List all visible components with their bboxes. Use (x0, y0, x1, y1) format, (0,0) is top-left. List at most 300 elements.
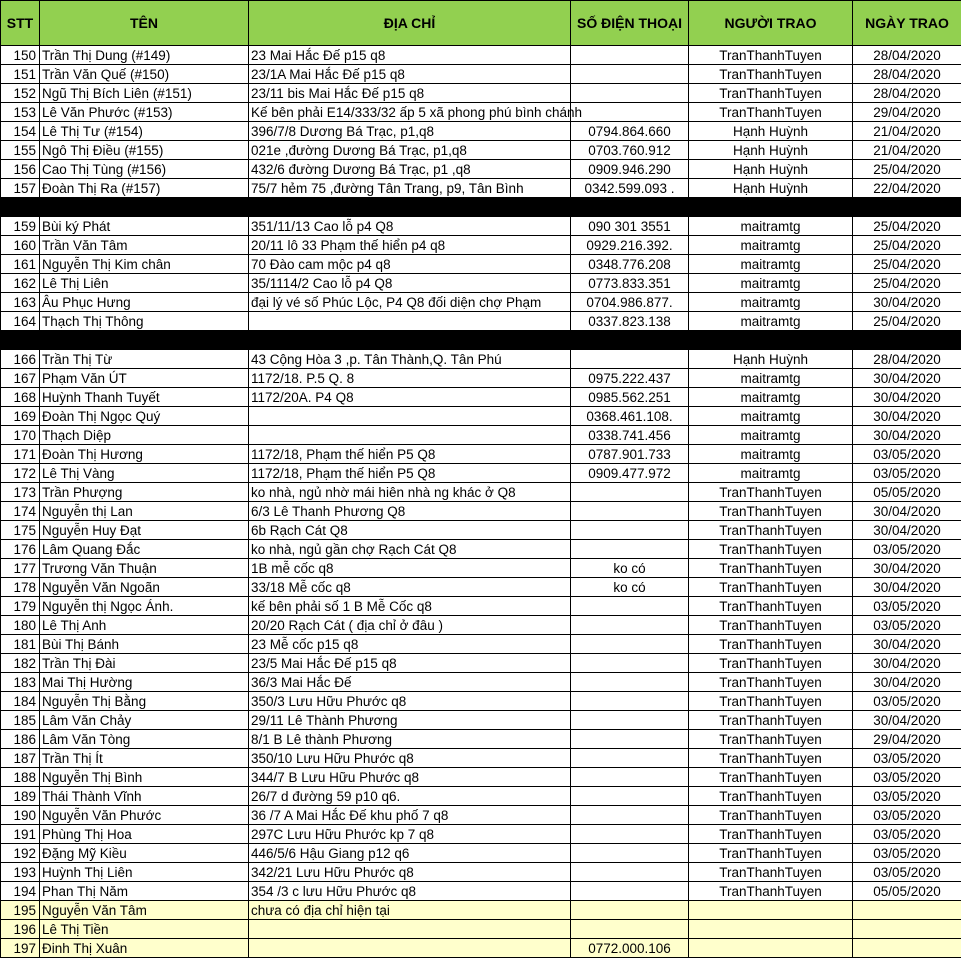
cell-phone[interactable] (571, 673, 689, 692)
cell-address[interactable]: 23 Mai Hắc Đế p15 q8 (249, 46, 571, 65)
cell-date[interactable]: 03/05/2020 (853, 692, 961, 711)
cell-name[interactable]: Thái Thành Vĩnh (40, 787, 249, 806)
cell-name[interactable]: Huỳnh Thị Liên (40, 863, 249, 882)
cell-giver[interactable]: TranThanhTuyen (689, 863, 853, 882)
cell-date[interactable]: 25/04/2020 (853, 274, 961, 293)
cell-phone[interactable]: 0787.901.733 (571, 445, 689, 464)
cell-date[interactable]: 22/04/2020 (853, 179, 961, 198)
cell-phone[interactable] (571, 46, 689, 65)
cell-address[interactable]: 20/11 lô 33 Phạm thế hiển p4 q8 (249, 236, 571, 255)
cell-stt[interactable]: 184 (1, 692, 40, 711)
cell-date[interactable]: 03/05/2020 (853, 825, 961, 844)
cell-giver[interactable]: TranThanhTuyen (689, 597, 853, 616)
header-giver[interactable]: NGƯỜI TRAO (689, 1, 853, 46)
cell-stt[interactable]: 192 (1, 844, 40, 863)
cell-phone[interactable] (571, 882, 689, 901)
cell-stt[interactable]: 182 (1, 654, 40, 673)
cell-date[interactable]: 03/05/2020 (853, 540, 961, 559)
cell-name[interactable]: Trần Phượng (40, 483, 249, 502)
cell-giver[interactable]: TranThanhTuyen (689, 787, 853, 806)
cell-address[interactable]: 021e ,đường Dương Bá Trạc, p1,q8 (249, 141, 571, 160)
cell-name[interactable]: Lê Thị Tư (#154) (40, 122, 249, 141)
cell-phone[interactable] (571, 502, 689, 521)
cell-stt[interactable]: 159 (1, 217, 40, 236)
cell-stt[interactable]: 187 (1, 749, 40, 768)
cell-name[interactable]: Bùi Thị Bánh (40, 635, 249, 654)
cell-address[interactable]: 23/11 bis Mai Hắc Đế p15 q8 (249, 84, 571, 103)
cell-date[interactable]: 30/04/2020 (853, 388, 961, 407)
cell-address[interactable]: 36 /7 A Mai Hắc Đế khu phố 7 q8 (249, 806, 571, 825)
cell-address[interactable]: 29/11 Lê Thành Phương (249, 711, 571, 730)
cell-address[interactable]: 1B mễ cốc q8 (249, 559, 571, 578)
table-row (1, 578, 961, 597)
cell-address[interactable]: 6b Rạch Cát Q8 (249, 521, 571, 540)
cell-date[interactable]: 30/04/2020 (853, 369, 961, 388)
cell-giver[interactable]: TranThanhTuyen (689, 578, 853, 597)
cell-phone[interactable]: 0338.741.456 (571, 426, 689, 445)
cell-name[interactable]: Đinh Thị Xuân (40, 939, 249, 958)
table-row (1, 350, 961, 369)
cell-stt[interactable]: 170 (1, 426, 40, 445)
cell-name[interactable]: Trương Văn Thuận (40, 559, 249, 578)
cell-address[interactable]: 1172/18. P.5 Q. 8 (249, 369, 571, 388)
cell-date[interactable] (853, 920, 961, 939)
cell-phone[interactable] (571, 825, 689, 844)
cell-name[interactable]: Lê Thị Vàng (40, 464, 249, 483)
cell-name[interactable]: Lê Thị Liên (40, 274, 249, 293)
table-row (1, 274, 961, 293)
cell-address[interactable]: 33/18 Mễ cốc q8 (249, 578, 571, 597)
cell-address[interactable]: kế bên phải số 1 B Mễ Cốc q8 (249, 597, 571, 616)
cell-phone[interactable] (571, 350, 689, 369)
cell-name[interactable]: Đặng Mỹ Kiều (40, 844, 249, 863)
cell-giver[interactable]: TranThanhTuyen (689, 730, 853, 749)
cell-name[interactable]: Ngô Thị Điều (#155) (40, 141, 249, 160)
cell-stt[interactable]: 178 (1, 578, 40, 597)
cell-name[interactable]: Lâm Văn Tòng (40, 730, 249, 749)
cell-giver[interactable]: maitramtg (689, 464, 853, 483)
cell-address[interactable]: 350/10 Lưu Hữu Phước q8 (249, 749, 571, 768)
cell-date[interactable]: 30/04/2020 (853, 578, 961, 597)
cell-date[interactable]: 30/04/2020 (853, 635, 961, 654)
cell-date[interactable]: 05/05/2020 (853, 483, 961, 502)
cell-stt[interactable]: 169 (1, 407, 40, 426)
cell-stt[interactable]: 195 (1, 901, 40, 920)
cell-address[interactable]: 70 Đào cam mộc p4 q8 (249, 255, 571, 274)
cell-phone[interactable] (571, 711, 689, 730)
cell-giver[interactable] (689, 901, 853, 920)
table-row (1, 141, 961, 160)
cell-giver[interactable]: TranThanhTuyen (689, 65, 853, 84)
cell-phone[interactable] (571, 692, 689, 711)
cell-name[interactable]: Lê Thị Tiền (40, 920, 249, 939)
cell-address[interactable]: 23/5 Mai Hắc Đế p15 q8 (249, 654, 571, 673)
table-row (1, 540, 961, 559)
cell-name[interactable]: Âu Phục Hưng (40, 293, 249, 312)
cell-address[interactable]: 26/7 d đường 59 p10 q6. (249, 787, 571, 806)
cell-giver[interactable]: Hạnh Huỳnh (689, 141, 853, 160)
cell-phone[interactable]: 0909.946.290 (571, 160, 689, 179)
cell-giver[interactable]: maitramtg (689, 293, 853, 312)
table-row (1, 407, 961, 426)
cell-giver[interactable]: maitramtg (689, 274, 853, 293)
cell-date[interactable]: 03/05/2020 (853, 597, 961, 616)
cell-address[interactable]: 6/3 Lê Thanh Phương Q8 (249, 502, 571, 521)
cell-giver[interactable]: maitramtg (689, 236, 853, 255)
cell-stt[interactable]: 191 (1, 825, 40, 844)
cell-phone[interactable]: 0342.599.093 . (571, 179, 689, 198)
cell-address[interactable] (249, 312, 571, 331)
cell-name[interactable]: Nguyễn Thị Kim chân (40, 255, 249, 274)
cell-giver[interactable]: TranThanhTuyen (689, 711, 853, 730)
cell-giver[interactable]: Hạnh Huỳnh (689, 160, 853, 179)
cell-date[interactable]: 03/05/2020 (853, 806, 961, 825)
cell-phone[interactable] (571, 616, 689, 635)
cell-phone[interactable]: 0703.760.912 (571, 141, 689, 160)
cell-stt[interactable]: 194 (1, 882, 40, 901)
cell-phone[interactable] (571, 749, 689, 768)
table-row (1, 635, 961, 654)
table-row (1, 768, 961, 787)
cell-stt[interactable]: 181 (1, 635, 40, 654)
cell-stt[interactable]: 157 (1, 179, 40, 198)
cell-stt[interactable]: 153 (1, 103, 40, 122)
cell-phone[interactable] (571, 768, 689, 787)
cell-giver[interactable]: TranThanhTuyen (689, 616, 853, 635)
cell-date[interactable]: 30/04/2020 (853, 711, 961, 730)
cell-address[interactable] (249, 426, 571, 445)
cell-date[interactable]: 03/05/2020 (853, 616, 961, 635)
cell-stt[interactable]: 185 (1, 711, 40, 730)
cell-name[interactable]: Trần Thị Đài (40, 654, 249, 673)
cell-giver[interactable]: TranThanhTuyen (689, 84, 853, 103)
table-row (1, 426, 961, 445)
cell-date[interactable]: 29/04/2020 (853, 103, 961, 122)
cell-name[interactable]: Phùng Thị Hoa (40, 825, 249, 844)
cell-address[interactable]: đại lý vé số Phúc Lộc, P4 Q8 đối diện chợ Phạm (249, 293, 571, 312)
cell-date[interactable]: 30/04/2020 (853, 407, 961, 426)
header-stt[interactable]: STT (1, 1, 40, 46)
cell-stt[interactable]: 163 (1, 293, 40, 312)
cell-stt[interactable]: 186 (1, 730, 40, 749)
cell-date[interactable]: 25/04/2020 (853, 312, 961, 331)
cell-date[interactable]: 25/04/2020 (853, 255, 961, 274)
section-separator-row (1, 198, 961, 217)
cell-phone[interactable]: 090 301 3551 (571, 217, 689, 236)
cell-address[interactable]: 1172/18, Phạm thế hiển P5 Q8 (249, 464, 571, 483)
cell-date[interactable]: 03/05/2020 (853, 863, 961, 882)
cell-giver[interactable]: TranThanhTuyen (689, 806, 853, 825)
cell-address[interactable]: 8/1 B Lê thành Phương (249, 730, 571, 749)
cell-phone[interactable] (571, 65, 689, 84)
cell-phone[interactable] (571, 521, 689, 540)
cell-giver[interactable]: TranThanhTuyen (689, 749, 853, 768)
cell-name[interactable]: Nguyễn thị Ngọc Ánh. (40, 597, 249, 616)
cell-name[interactable]: Phạm Văn ÚT (40, 369, 249, 388)
cell-name[interactable]: Nguyễn Thị Bình (40, 768, 249, 787)
cell-name[interactable]: Trần Văn Quế (#150) (40, 65, 249, 84)
cell-name[interactable]: Lê Văn Phước (#153) (40, 103, 249, 122)
cell-giver[interactable]: TranThanhTuyen (689, 46, 853, 65)
cell-name[interactable]: Phan Thị Năm (40, 882, 249, 901)
cell-giver[interactable]: TranThanhTuyen (689, 540, 853, 559)
cell-stt[interactable]: 173 (1, 483, 40, 502)
cell-name[interactable]: Nguyễn Văn Tâm (40, 901, 249, 920)
cell-name[interactable]: Ngũ Thị Bích Liên (#151) (40, 84, 249, 103)
cell-stt[interactable]: 150 (1, 46, 40, 65)
cell-stt[interactable]: 179 (1, 597, 40, 616)
cell-phone[interactable]: 0929.216.392. (571, 236, 689, 255)
cell-address[interactable]: 43 Cộng Hòa 3 ,p. Tân Thành,Q. Tân Phú (249, 350, 571, 369)
cell-name[interactable]: Nguyễn Văn Phước (40, 806, 249, 825)
cell-stt[interactable]: 162 (1, 274, 40, 293)
cell-address[interactable]: 23 Mễ cốc p15 q8 (249, 635, 571, 654)
cell-address[interactable] (249, 407, 571, 426)
cell-stt[interactable]: 180 (1, 616, 40, 635)
cell-stt[interactable]: 190 (1, 806, 40, 825)
header-name[interactable]: TÊN (40, 1, 249, 46)
cell-giver[interactable]: maitramtg (689, 312, 853, 331)
cell-address[interactable]: Kế bên phải E14/333/32 ấp 5 xã phong phú bình chánh (249, 103, 571, 122)
cell-date[interactable]: 25/04/2020 (853, 236, 961, 255)
cell-name[interactable]: Thạch Diệp (40, 426, 249, 445)
cell-address[interactable]: 20/20 Rạch Cát ( địa chỉ ở đâu ) (249, 616, 571, 635)
cell-stt[interactable]: 166 (1, 350, 40, 369)
cell-address[interactable]: 344/7 B Lưu Hữu Phước q8 (249, 768, 571, 787)
cell-address[interactable]: 23/1A Mai Hắc Đế p15 q8 (249, 65, 571, 84)
cell-stt[interactable]: 164 (1, 312, 40, 331)
cell-name[interactable]: Cao Thị Tùng (#156) (40, 160, 249, 179)
cell-phone[interactable] (571, 844, 689, 863)
cell-name[interactable]: Trần Thị Dung (#149) (40, 46, 249, 65)
cell-date[interactable]: 30/04/2020 (853, 673, 961, 692)
cell-phone[interactable] (571, 654, 689, 673)
section-separator-row (1, 331, 961, 350)
cell-name[interactable]: Nguyễn Thị Bằng (40, 692, 249, 711)
cell-date[interactable]: 03/05/2020 (853, 844, 961, 863)
cell-stt[interactable]: 172 (1, 464, 40, 483)
table-row (1, 179, 961, 198)
cell-giver[interactable]: TranThanhTuyen (689, 882, 853, 901)
cell-date[interactable]: 29/04/2020 (853, 730, 961, 749)
cell-address[interactable]: 350/3 Lưu Hữu Phước q8 (249, 692, 571, 711)
cell-address[interactable]: 432/6 đường Dương Bá Trạc, p1 ,q8 (249, 160, 571, 179)
cell-name[interactable]: Lâm Văn Chảy (40, 711, 249, 730)
cell-phone[interactable] (571, 920, 689, 939)
cell-stt[interactable]: 183 (1, 673, 40, 692)
cell-phone[interactable] (571, 540, 689, 559)
cell-address[interactable]: 446/5/6 Hậu Giang p12 q6 (249, 844, 571, 863)
cell-address[interactable]: chưa có địa chỉ hiện tại (249, 901, 571, 920)
cell-giver[interactable] (689, 920, 853, 939)
cell-date[interactable]: 30/04/2020 (853, 559, 961, 578)
cell-stt[interactable]: 174 (1, 502, 40, 521)
cell-stt[interactable]: 168 (1, 388, 40, 407)
cell-date[interactable]: 30/04/2020 (853, 654, 961, 673)
cell-phone[interactable] (571, 806, 689, 825)
cell-name[interactable]: Lê Thị Anh (40, 616, 249, 635)
cell-name[interactable]: Nguyễn thị Lan (40, 502, 249, 521)
cell-phone[interactable]: 0794.864.660 (571, 122, 689, 141)
cell-phone[interactable] (571, 84, 689, 103)
cell-giver[interactable]: maitramtg (689, 407, 853, 426)
header-date[interactable]: NGÀY TRAO (853, 1, 961, 46)
cell-date[interactable]: 30/04/2020 (853, 521, 961, 540)
cell-name[interactable]: Đoàn Thị Hương (40, 445, 249, 464)
cell-giver[interactable]: maitramtg (689, 255, 853, 274)
cell-phone[interactable] (571, 597, 689, 616)
cell-phone[interactable] (571, 635, 689, 654)
cell-address[interactable] (249, 920, 571, 939)
cell-date[interactable]: 25/04/2020 (853, 217, 961, 236)
table-row (1, 654, 961, 673)
cell-giver[interactable]: TranThanhTuyen (689, 521, 853, 540)
cell-phone[interactable]: 0975.222.437 (571, 369, 689, 388)
cell-date[interactable]: 30/04/2020 (853, 426, 961, 445)
cell-stt[interactable]: 196 (1, 920, 40, 939)
cell-name[interactable]: Bùi ký Phát (40, 217, 249, 236)
cell-phone[interactable] (571, 901, 689, 920)
cell-phone[interactable] (571, 863, 689, 882)
cell-name[interactable]: Đoàn Thị Ngọc Quý (40, 407, 249, 426)
cell-stt[interactable]: 156 (1, 160, 40, 179)
cell-address[interactable]: ko nhà, ngủ gần chợ Rạch Cát Q8 (249, 540, 571, 559)
cell-stt[interactable]: 152 (1, 84, 40, 103)
cell-stt[interactable]: 175 (1, 521, 40, 540)
cell-phone[interactable] (571, 103, 689, 122)
cell-giver[interactable]: TranThanhTuyen (689, 673, 853, 692)
cell-name[interactable]: Huỳnh Thanh Tuyết (40, 388, 249, 407)
cell-date[interactable]: 03/05/2020 (853, 464, 961, 483)
cell-stt[interactable]: 155 (1, 141, 40, 160)
cell-stt[interactable]: 189 (1, 787, 40, 806)
cell-giver[interactable]: maitramtg (689, 426, 853, 445)
cell-giver[interactable]: Hạnh Huỳnh (689, 122, 853, 141)
cell-address[interactable]: 297C Lưu Hữu Phước kp 7 q8 (249, 825, 571, 844)
cell-stt[interactable]: 151 (1, 65, 40, 84)
cell-phone[interactable] (571, 483, 689, 502)
cell-giver[interactable]: TranThanhTuyen (689, 559, 853, 578)
cell-stt[interactable]: 154 (1, 122, 40, 141)
cell-address[interactable]: 1172/20A. P4 Q8 (249, 388, 571, 407)
cell-address[interactable]: ko nhà, ngủ nhờ mái hiên nhà ng khác ở Q8 (249, 483, 571, 502)
cell-phone[interactable]: ko có (571, 578, 689, 597)
cell-phone[interactable]: ko có (571, 559, 689, 578)
cell-giver[interactable]: TranThanhTuyen (689, 692, 853, 711)
cell-giver[interactable]: TranThanhTuyen (689, 768, 853, 787)
cell-phone[interactable]: 0773.833.351 (571, 274, 689, 293)
cell-address[interactable]: 36/3 Mai Hắc Đế (249, 673, 571, 692)
cell-giver[interactable]: maitramtg (689, 217, 853, 236)
cell-phone[interactable] (571, 730, 689, 749)
cell-date[interactable]: 25/04/2020 (853, 160, 961, 179)
header-address[interactable]: ĐỊA CHỈ (249, 1, 571, 46)
cell-date[interactable]: 28/04/2020 (853, 84, 961, 103)
cell-stt[interactable]: 161 (1, 255, 40, 274)
cell-date[interactable]: 30/04/2020 (853, 293, 961, 312)
cell-phone[interactable]: 0368.461.108. (571, 407, 689, 426)
cell-address[interactable]: 75/7 hẻm 75 ,đường Tân Trang, p9, Tân Bình (249, 179, 571, 198)
cell-date[interactable]: 03/05/2020 (853, 749, 961, 768)
cell-giver[interactable] (689, 939, 853, 958)
cell-name[interactable]: Lâm Quang Đắc (40, 540, 249, 559)
table-row (1, 160, 961, 179)
cell-stt[interactable]: 171 (1, 445, 40, 464)
cell-stt[interactable]: 167 (1, 369, 40, 388)
cell-date[interactable]: 21/04/2020 (853, 122, 961, 141)
cell-date[interactable]: 03/05/2020 (853, 768, 961, 787)
cell-name[interactable]: Thạch Thị Thông (40, 312, 249, 331)
cell-date[interactable]: 05/05/2020 (853, 882, 961, 901)
cell-address[interactable]: 35/1114/2 Cao lỗ p4 Q8 (249, 274, 571, 293)
table-row (1, 806, 961, 825)
cell-name[interactable]: Trần Thị Ít (40, 749, 249, 768)
cell-giver[interactable]: maitramtg (689, 388, 853, 407)
cell-stt[interactable]: 176 (1, 540, 40, 559)
cell-stt[interactable]: 193 (1, 863, 40, 882)
cell-phone[interactable]: 0337.823.138 (571, 312, 689, 331)
cell-date[interactable] (853, 901, 961, 920)
cell-name[interactable]: Nguyễn Huy Đạt (40, 521, 249, 540)
table-row (1, 597, 961, 616)
cell-giver[interactable]: TranThanhTuyen (689, 103, 853, 122)
cell-phone[interactable] (571, 787, 689, 806)
cell-address[interactable]: 354 /3 c lưu Hữu Phước q8 (249, 882, 571, 901)
cell-giver[interactable]: maitramtg (689, 445, 853, 464)
cell-stt[interactable]: 177 (1, 559, 40, 578)
cell-phone[interactable]: 0772.000.106 (571, 939, 689, 958)
cell-phone[interactable]: 0348.776.208 (571, 255, 689, 274)
cell-date[interactable]: 21/04/2020 (853, 141, 961, 160)
cell-address[interactable]: 342/21 Lưu Hữu Phước q8 (249, 863, 571, 882)
table-row (1, 559, 961, 578)
cell-giver[interactable]: TranThanhTuyen (689, 635, 853, 654)
cell-giver[interactable]: Hạnh Huỳnh (689, 179, 853, 198)
header-phone[interactable]: SỐ ĐIỆN THOẠI (571, 1, 689, 46)
cell-giver[interactable]: TranThanhTuyen (689, 502, 853, 521)
cell-date[interactable]: 03/05/2020 (853, 787, 961, 806)
cell-stt[interactable]: 197 (1, 939, 40, 958)
cell-name[interactable]: Trần Văn Tâm (40, 236, 249, 255)
cell-phone[interactable]: 0909.477.972 (571, 464, 689, 483)
cell-date[interactable]: 28/04/2020 (853, 46, 961, 65)
table-row (1, 939, 961, 958)
cell-phone[interactable]: 0985.562.251 (571, 388, 689, 407)
cell-name[interactable]: Đoàn Thị Ra (#157) (40, 179, 249, 198)
cell-name[interactable]: Mai Thị Hường (40, 673, 249, 692)
cell-stt[interactable]: 160 (1, 236, 40, 255)
cell-giver[interactable]: TranThanhTuyen (689, 844, 853, 863)
cell-giver[interactable]: TranThanhTuyen (689, 654, 853, 673)
cell-date[interactable]: 30/04/2020 (853, 502, 961, 521)
cell-date[interactable] (853, 939, 961, 958)
cell-address[interactable]: 351/11/13 Cao lỗ p4 Q8 (249, 217, 571, 236)
cell-address[interactable]: 396/7/8 Dương Bá Trạc, p1,q8 (249, 122, 571, 141)
cell-giver[interactable]: TranThanhTuyen (689, 825, 853, 844)
cell-giver[interactable]: Hạnh Huỳnh (689, 350, 853, 369)
cell-date[interactable]: 28/04/2020 (853, 65, 961, 84)
cell-name[interactable]: Trần Thị Từ (40, 350, 249, 369)
cell-address[interactable] (249, 939, 571, 958)
cell-name[interactable]: Nguyễn Văn Ngoãn (40, 578, 249, 597)
cell-giver[interactable]: TranThanhTuyen (689, 483, 853, 502)
cell-phone[interactable]: 0704.986.877. (571, 293, 689, 312)
cell-date[interactable]: 03/05/2020 (853, 445, 961, 464)
cell-giver[interactable]: maitramtg (689, 369, 853, 388)
cell-address[interactable]: 1172/18, Phạm thế hiển P5 Q8 (249, 445, 571, 464)
cell-stt[interactable]: 188 (1, 768, 40, 787)
cell-date[interactable]: 28/04/2020 (853, 350, 961, 369)
